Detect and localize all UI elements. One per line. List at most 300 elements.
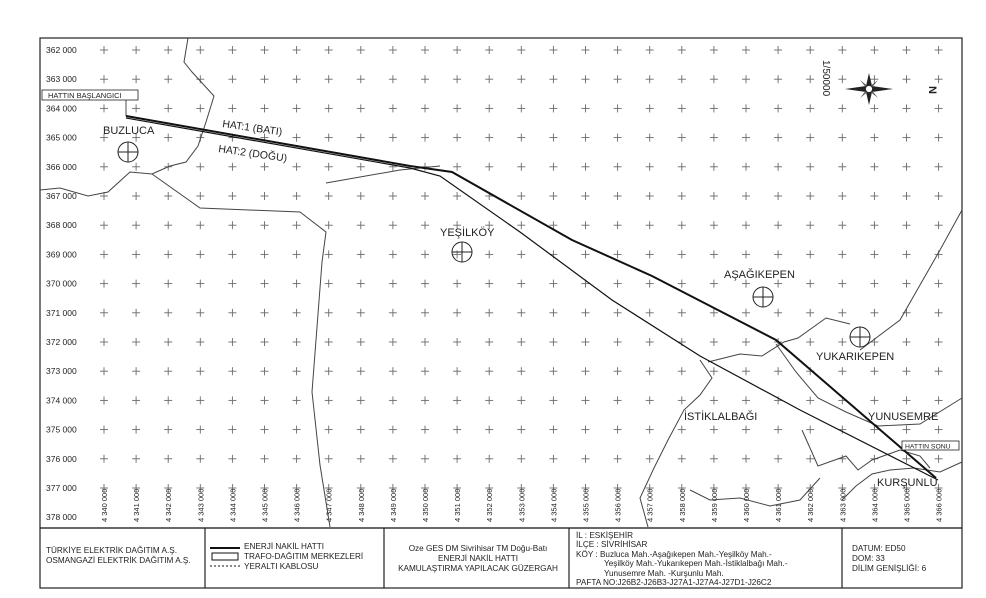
settlement-marker-yesilkoy [452,242,472,262]
grid-cross [838,221,846,229]
northing-label: 365 000 [46,132,77,143]
grid-cross [421,46,429,54]
place-asagikepen: AŞAĞIKEPEN [724,269,795,281]
grid-cross [774,134,782,142]
easting-label: 4 346 000 [292,488,302,522]
grid-cross [453,367,461,375]
grid-cross [100,46,108,54]
grid-cross [453,309,461,317]
grid-cross [485,455,493,463]
grid-cross [870,104,878,112]
grid-cross [742,367,750,375]
grid-cross [100,104,108,112]
grid-cross [389,338,397,346]
grid-cross [838,338,846,346]
company-block [46,546,191,566]
northing-labels [46,45,77,522]
grid-cross [261,46,269,54]
grid-cross [421,338,429,346]
grid-cross [453,134,461,142]
grid-cross [357,426,365,434]
grid-cross [742,426,750,434]
grid-cross [132,280,140,288]
grid-cross [646,192,654,200]
grid-cross [710,163,718,171]
grid-cross [774,104,782,112]
grid-cross [196,250,204,258]
grid-cross [228,221,236,229]
grid-cross [935,104,943,112]
grid-cross [357,134,365,142]
grid-cross [293,309,301,317]
grid-cross [774,250,782,258]
grid-cross [325,221,333,229]
easting-label: 4 358 000 [677,488,687,522]
grid-cross [935,46,943,54]
grid-cross [100,221,108,229]
grid-cross [228,455,236,463]
place-istiklalbagi: İSTİKLALBAĞI [684,411,758,423]
northing-label: 369 000 [46,249,77,260]
grid-cross [517,75,525,83]
grid-cross [614,221,622,229]
northing-label: 372 000 [46,337,77,347]
grid-cross [100,367,108,375]
grid-cross [357,163,365,171]
grid-cross [549,134,557,142]
grid-cross [646,75,654,83]
grid-cross [325,280,333,288]
grid-cross [357,250,365,258]
grid-cross [293,280,301,288]
grid-cross [903,163,911,171]
grid-cross [261,104,269,112]
grid-cross [517,426,525,434]
grid-cross [357,75,365,83]
grid-cross [549,396,557,404]
grid-cross [132,396,140,404]
grid-cross [903,250,911,258]
grid-cross [678,396,686,404]
place-yukarikepen: YUKARIKEPEN [816,351,895,363]
grid-cross [164,46,172,54]
northing-label: 373 000 [46,366,77,377]
grid-cross [549,338,557,346]
project-line-3: KAMULAŞTIRMA YAPILACAK GÜZERGAH [398,564,558,573]
grid-cross [582,426,590,434]
grid-cross [132,46,140,54]
grid-cross [614,455,622,463]
grid-cross [806,309,814,317]
grid-cross [228,396,236,404]
grid-cross [870,367,878,375]
grid-cross [453,338,461,346]
grid-cross [453,280,461,288]
grid-cross [164,338,172,346]
legend-block [244,542,363,572]
grid-cross [614,104,622,112]
grid-cross [325,309,333,317]
grid-cross [517,396,525,404]
grid-cross [582,192,590,200]
grid-cross [646,104,654,112]
grid-cross [228,309,236,317]
grid-cross [549,455,557,463]
grid-cross [485,280,493,288]
grid-cross [614,396,622,404]
grid-cross [325,192,333,200]
grid-cross [646,426,654,434]
grid-cross [582,134,590,142]
grid-cross [453,426,461,434]
grid-cross [742,134,750,142]
grid-cross [485,46,493,54]
grid-cross [710,280,718,288]
grid-cross [742,338,750,346]
grid-cross [164,221,172,229]
grid-cross [549,367,557,375]
grid-cross [293,134,301,142]
grid-cross [100,455,108,463]
boundary-west-south [152,174,330,527]
grid-cross [646,250,654,258]
grid-cross [678,426,686,434]
legend-substation-sample [212,553,238,560]
location-block [576,531,788,587]
grid-cross [357,338,365,346]
location-koy-1: KÖY : Buzluca Mah.-Aşağıkepen Mah.-Yeşilköy Mah.- [576,549,772,559]
grid-cross [582,455,590,463]
grid-cross [582,75,590,83]
grid-cross [710,104,718,112]
grid-cross [389,104,397,112]
grid-cross [678,134,686,142]
grid-cross [678,455,686,463]
grid-cross [132,309,140,317]
easting-label: 4 343 000 [196,488,206,522]
map-scale: 1/50000 [820,60,831,97]
grid-cross [325,455,333,463]
grid-cross [870,46,878,54]
grid-cross [903,134,911,142]
grid-cross [325,104,333,112]
easting-label: 4 352 000 [485,488,495,522]
grid-cross [517,104,525,112]
easting-label: 4 361 000 [774,488,784,522]
location-koy-2: Yeşilköy Mah.-Yukarıkepen Mah.-İstiklalbağı Mah.- [604,559,788,569]
grid-cross [164,134,172,142]
grid-cross [870,250,878,258]
grid-cross [421,221,429,229]
grid-cross [614,426,622,434]
grid-cross [389,280,397,288]
easting-label: 4 355 000 [581,488,591,522]
compass-rose-icon [845,73,893,105]
grid-cross [228,367,236,375]
grid-cross [838,192,846,200]
grid-cross [935,338,943,346]
grid-cross [678,163,686,171]
grid-cross [132,426,140,434]
grid-cross [646,134,654,142]
grid-cross [517,280,525,288]
grid-cross [517,46,525,54]
grid-cross [389,309,397,317]
grid-cross [806,221,814,229]
location-ilce: İLÇE : SİVRİHİSAR [576,540,648,550]
grid-cross [614,367,622,375]
grid-cross [293,221,301,229]
grid-cross [132,338,140,346]
northing-label: 377 000 [46,483,77,493]
easting-label: 4 365 000 [902,488,912,522]
grid-cross [935,75,943,83]
easting-label: 4 340 000 [100,488,109,522]
grid-cross [421,426,429,434]
grid-cross [389,367,397,375]
grid-cross [549,104,557,112]
grid-cross [228,426,236,434]
easting-label: 4 345 000 [260,488,270,522]
grid-cross [935,455,943,463]
grid-cross [485,163,493,171]
grid-cross [100,163,108,171]
grid-cross [100,75,108,83]
grid-cross [421,367,429,375]
grid-cross [453,163,461,171]
route-1-label: HAT:1 (BATI) [221,118,283,139]
grid-cross [806,396,814,404]
grid-cross [517,367,525,375]
grid-cross [293,367,301,375]
easting-label: 4 364 000 [870,488,880,522]
datum-block [852,544,926,574]
settlement-markers [118,142,870,347]
grid-cross [485,396,493,404]
grid-cross [806,163,814,171]
grid-cross [710,455,718,463]
grid-cross [164,367,172,375]
settlement-marker-yukarikepen [850,327,870,347]
grid-cross [132,163,140,171]
grid-cross [742,250,750,258]
grid-cross [710,250,718,258]
grid-cross [261,426,269,434]
northing-label: 371 000 [46,307,77,318]
grid-cross [389,134,397,142]
grid-cross [582,221,590,229]
grid-cross [838,104,846,112]
easting-label: 4 360 000 [742,488,751,522]
settlement-marker-asagikepen [753,287,773,307]
easting-label: 4 353 000 [517,488,527,522]
grid-cross [935,426,943,434]
grid-cross [228,250,236,258]
grid-cross [903,338,911,346]
grid-cross [806,192,814,200]
grid-cross [742,192,750,200]
grid-cross [806,338,814,346]
grid-cross [838,163,846,171]
grid-cross [100,396,108,404]
grid-cross [325,367,333,375]
grid-cross [293,104,301,112]
grid-cross [614,250,622,258]
grid-cross [710,338,718,346]
grid-cross [228,75,236,83]
north-letter: N [926,86,938,94]
grid-cross [903,75,911,83]
grid-cross [196,104,204,112]
grid-cross [100,338,108,346]
grid-cross [228,192,236,200]
location-pafta: PAFTA NO:J26B2-J26B3-J27A1-J27A4-J27D1-J26C2 [576,578,772,588]
grid-cross [132,250,140,258]
grid-cross [293,163,301,171]
project-line-2: ENERJİ NAKİL HATTI [437,554,519,563]
easting-label: 4 341 000 [132,488,142,522]
grid-cross [100,426,108,434]
grid-cross [903,192,911,200]
grid-cross [710,396,718,404]
grid-cross [870,75,878,83]
grid-cross [742,163,750,171]
grid-cross [293,75,301,83]
grid-cross [164,250,172,258]
grid-cross [389,396,397,404]
grid-cross [646,221,654,229]
easting-label: 4 347 000 [324,488,334,522]
grid-cross [132,221,140,229]
grid-cross [903,104,911,112]
project-block [390,544,566,574]
grid-cross [614,163,622,171]
company-line-2: OSMANGAZİ ELEKTRİK DAĞITIM A.Ş. [46,556,191,565]
location-koy-3: Yunusemre Mah. -Kurşunlu Mah. [604,568,724,578]
grid-cross [196,338,204,346]
grid-cross [935,280,943,288]
grid-cross [646,396,654,404]
place-kursunlu: KURŞUNLU [877,477,938,489]
grid-cross [742,221,750,229]
grid-cross [935,367,943,375]
grid-cross [806,104,814,112]
grid-cross [357,192,365,200]
grid-cross [228,104,236,112]
grid-cross [582,163,590,171]
location-il: İL : ESKİŞEHİR [576,531,634,540]
grid-cross [453,396,461,404]
grid-cross [196,309,204,317]
grid-cross [935,309,943,317]
grid-cross [742,75,750,83]
grid-cross [453,192,461,200]
grid-cross [710,75,718,83]
grid-cross [485,309,493,317]
easting-label: 4 351 000 [453,488,463,522]
grid-cross [357,455,365,463]
legend-energy-line: ENERJİ NAKİL HATTI [244,542,325,551]
easting-label: 4 350 000 [421,488,430,522]
grid-cross [582,250,590,258]
grid-cross [164,280,172,288]
grid-cross [614,134,622,142]
grid-cross [774,221,782,229]
grid-cross [164,455,172,463]
grid-cross [453,455,461,463]
easting-label: 4 356 000 [613,488,623,522]
end-label: HATTIN SONU [905,443,951,451]
northing-label: 366 000 [46,161,77,172]
grid-cross [164,75,172,83]
grid-cross [132,192,140,200]
grid-cross [196,280,204,288]
grid-cross [838,46,846,54]
grid-cross [614,309,622,317]
grid-cross [903,46,911,54]
grid-cross [357,367,365,375]
grid-cross [389,75,397,83]
grid-cross [935,221,943,229]
northing-label: 370 000 [46,278,77,289]
grid-cross [774,455,782,463]
grid-cross [325,396,333,404]
route-2-label: HAT:2 (DOĞU) [217,143,288,165]
grid-cross [325,250,333,258]
grid-cross [710,221,718,229]
grid-cross [293,46,301,54]
grid-cross [903,426,911,434]
northing-label: 378 000 [46,512,77,523]
grid-cross [903,280,911,288]
grid-cross [421,309,429,317]
grid-cross [903,221,911,229]
grid-cross [806,455,814,463]
grid-cross [357,104,365,112]
grid-cross [485,104,493,112]
grid-cross [196,75,204,83]
zone-width: DİLİM GENİŞLİĞİ: 6 [852,564,927,573]
grid-cross [549,280,557,288]
place-yesilkoy: YEŞİLKÖY [440,227,495,239]
grid-cross [517,192,525,200]
coordinate-grid [100,46,943,492]
grid-cross [453,46,461,54]
grid-cross [485,75,493,83]
grid-cross [421,75,429,83]
grid-cross [710,426,718,434]
grid-cross [742,396,750,404]
grid-cross [838,309,846,317]
northing-label: 367 000 [46,191,77,201]
grid-cross [646,455,654,463]
grid-cross [485,426,493,434]
grid-cross [870,163,878,171]
grid-cross [261,250,269,258]
easting-label: 4 357 000 [645,488,655,522]
grid-cross [838,134,846,142]
grid-cross [710,192,718,200]
grid-cross [261,221,269,229]
grid-cross [357,280,365,288]
easting-label: 4 366 000 [934,488,944,522]
company-line-1: TÜRKİYE ELEKTRİK DAĞITIM A.Ş. [46,546,178,555]
grid-cross [678,75,686,83]
grid-cross [646,367,654,375]
grid-cross [678,367,686,375]
grid-cross [742,104,750,112]
grid-cross [678,192,686,200]
